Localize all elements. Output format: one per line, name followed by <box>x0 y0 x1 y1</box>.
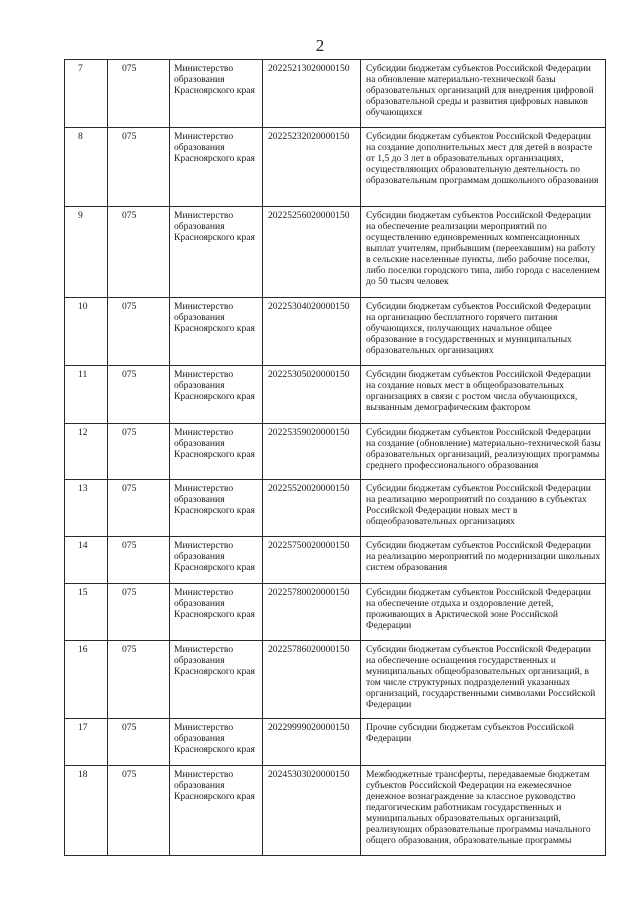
row-number: 9 <box>65 207 108 298</box>
organization-name: Министерство образования Красноярского края <box>170 537 263 584</box>
budget-code: 20225256020000150 <box>263 207 361 298</box>
budget-code: 20225750020000150 <box>263 537 361 584</box>
table-row <box>65 128 606 207</box>
description: Субсидии бюджетам субъектов Российской Федерации на обеспечение отдыха и оздоровление детей, проживающих в Арктической зоне Российской Федерации <box>361 584 606 641</box>
row-number: 11 <box>65 366 108 424</box>
description: Субсидии бюджетам субъектов Российской Федерации на организацию бесплатного горячего питания обучающихся, получающих начальное общее образование в государственных и муниципальных образовательных организациях <box>361 298 606 366</box>
budget-revenue-table <box>64 59 606 856</box>
budget-code: 20225232020000150 <box>263 128 361 207</box>
row-number: 17 <box>65 719 108 766</box>
row-number: 12 <box>65 424 108 480</box>
organization-name: Министерство образования Красноярского края <box>170 207 263 298</box>
budget-code: 20225786020000150 <box>263 641 361 719</box>
admin-code: 075 <box>108 128 170 207</box>
description: Субсидии бюджетам субъектов Российской Федерации на создание дополнительных мест для детей в возрасте от 1,5 до 3 лет в образовательных организациях, осуществляющих образовательную деятельность по образовательным программам дошкольного образования <box>361 128 606 207</box>
table-body <box>65 60 606 856</box>
table-row <box>65 537 606 584</box>
description: Субсидии бюджетам субъектов Российской Федерации на обеспечение оснащения государственных и муниципальных общеобразовательных организаций, в том числе структурных подразделений указанных организаций, государственными символами Российской Федерации <box>361 641 606 719</box>
description: Субсидии бюджетам субъектов Российской Федерации на обновление материально-технической базы образовательных организаций для внедрения цифровой образовательной среды и развития цифровых навыков обучающихся <box>361 60 606 128</box>
table-row <box>65 298 606 366</box>
budget-code: 20225304020000150 <box>263 298 361 366</box>
table-row <box>65 207 606 298</box>
row-number: 14 <box>65 537 108 584</box>
admin-code: 075 <box>108 766 170 856</box>
table-row <box>65 60 606 128</box>
row-number: 7 <box>65 60 108 128</box>
budget-code: 20225213020000150 <box>263 60 361 128</box>
organization-name: Министерство образования Красноярского края <box>170 128 263 207</box>
row-number: 13 <box>65 480 108 537</box>
description: Субсидии бюджетам субъектов Российской Федерации на создание новых мест в общеобразовательных организациях в связи с ростом числа обучающихся, вызванным демографическим фактором <box>361 366 606 424</box>
row-number: 18 <box>65 766 108 856</box>
table-row <box>65 480 606 537</box>
organization-name: Министерство образования Красноярского края <box>170 60 263 128</box>
page-number: 2 <box>315 36 325 55</box>
admin-code: 075 <box>108 366 170 424</box>
description: Субсидии бюджетам субъектов Российской Федерации на обеспечение реализации мероприятий по осуществлению единовременных компенсационных выплат учителям, прибывшим (переехавшим) на работу в сельские населенные пункты, либо рабочие поселки, либо поселки городского типа, либо города с населением до 50 тысяч человек <box>361 207 606 298</box>
admin-code: 075 <box>108 537 170 584</box>
table-row <box>65 641 606 719</box>
organization-name: Министерство образования Красноярского края <box>170 766 263 856</box>
row-number: 15 <box>65 584 108 641</box>
budget-code: 20225780020000150 <box>263 584 361 641</box>
organization-name: Министерство образования Красноярского края <box>170 424 263 480</box>
admin-code: 075 <box>108 298 170 366</box>
description: Межбюджетные трансферты, передаваемые бюджетам субъектов Российской Федерации на ежемесячное денежное вознаграждение за классное руководство педагогическим работникам государственных и муниципальных образовательных организаций, реализующих образовательные программы начального общего образования, образовательные программы <box>361 766 606 856</box>
admin-code: 075 <box>108 480 170 537</box>
organization-name: Министерство образования Красноярского края <box>170 298 263 366</box>
description: Субсидии бюджетам субъектов Российской Федерации на реализацию мероприятий по модернизации школьных систем образования <box>361 537 606 584</box>
budget-code: 20225359020000150 <box>263 424 361 480</box>
budget-code: 20245303020000150 <box>263 766 361 856</box>
description: Прочие субсидии бюджетам субъектов Российской Федерации <box>361 719 606 766</box>
description: Субсидии бюджетам субъектов Российской Федерации на реализацию мероприятий по созданию в субъектах Российской Федерации новых мест в общеобразовательных организациях <box>361 480 606 537</box>
table-row <box>65 424 606 480</box>
admin-code: 075 <box>108 207 170 298</box>
organization-name: Министерство образования Красноярского края <box>170 584 263 641</box>
table-row <box>65 366 606 424</box>
row-number: 10 <box>65 298 108 366</box>
organization-name: Министерство образования Красноярского края <box>170 719 263 766</box>
admin-code: 075 <box>108 641 170 719</box>
admin-code: 075 <box>108 719 170 766</box>
organization-name: Министерство образования Красноярского края <box>170 641 263 719</box>
budget-code: 20229999020000150 <box>263 719 361 766</box>
table-row <box>65 719 606 766</box>
admin-code: 075 <box>108 60 170 128</box>
organization-name: Министерство образования Красноярского края <box>170 480 263 537</box>
row-number: 16 <box>65 641 108 719</box>
table-row <box>65 584 606 641</box>
organization-name: Министерство образования Красноярского края <box>170 366 263 424</box>
budget-code: 20225520020000150 <box>263 480 361 537</box>
budget-code: 20225305020000150 <box>263 366 361 424</box>
row-number: 8 <box>65 128 108 207</box>
admin-code: 075 <box>108 584 170 641</box>
admin-code: 075 <box>108 424 170 480</box>
table-row <box>65 766 606 856</box>
description: Субсидии бюджетам субъектов Российской Федерации на создание (обновление) материально-технической базы образовательных организаций, реализующих программы среднего профессионального образования <box>361 424 606 480</box>
